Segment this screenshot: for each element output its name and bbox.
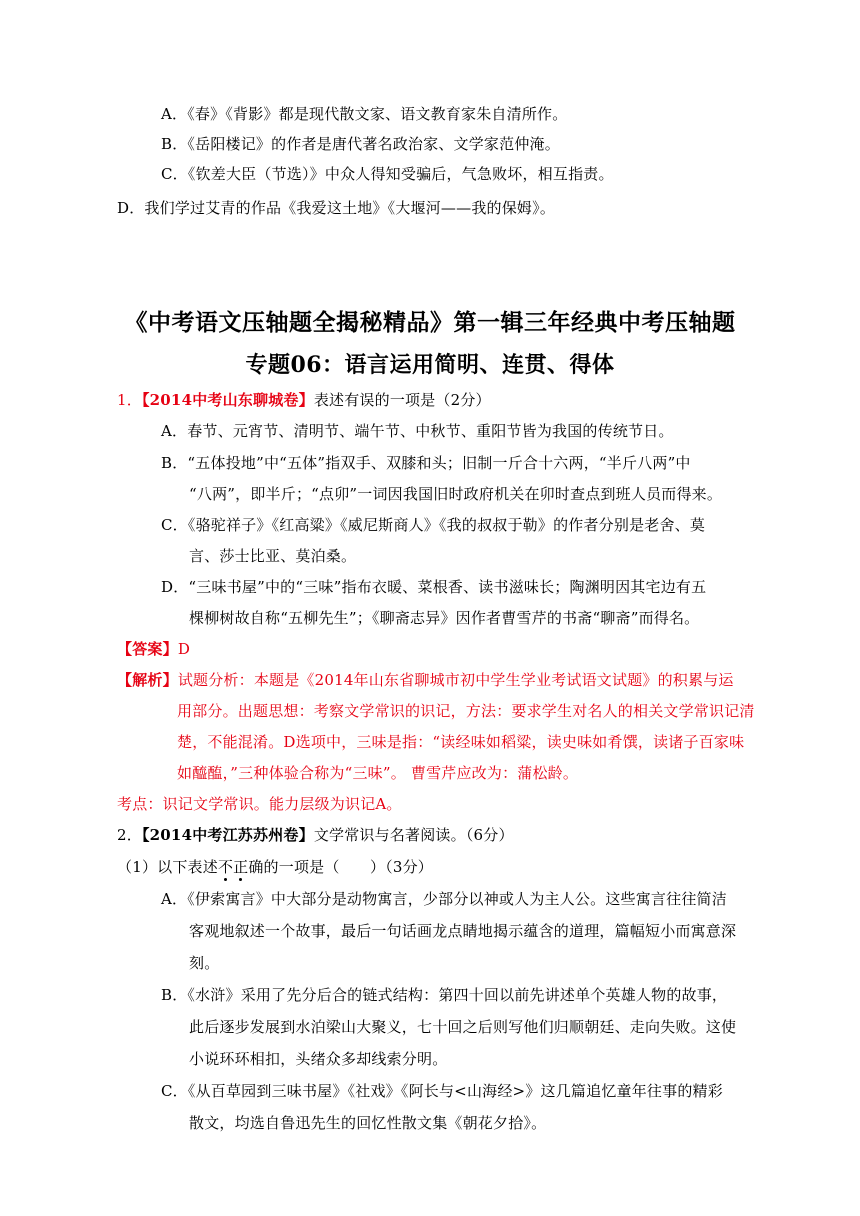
q2-option-b-line1: B．《水浒》采用了先分后合的链式结构：第四十回以前先讲述单个英雄人物的故事，: [161, 986, 728, 1004]
q1-analysis-line1: [117, 670, 734, 690]
question-source-tag: 【2014中考江苏苏州卷】: [141, 826, 314, 844]
option-b: B．《岳阳楼记》的作者是唐代著名政治家、文学家范仲淹。: [161, 135, 560, 153]
q2-option-b-line3: 小说环环相扣，头绪众多却线索分明。: [189, 1050, 448, 1068]
q1-option-d-line1: D．“三味书屋”中的“三味”指布衣暖、菜根香、读书滋味长；陶渊明因其宅边有五: [161, 578, 707, 596]
question-number: 2．: [117, 826, 142, 844]
q1-analysis-line4: 如醯醢，”三种体验合称为“三味”。 曹雪芹应改为：蒲松龄。: [177, 764, 579, 782]
q1-analysis-line3: 楚，不能混淆。D选项中，三味是指：“读经味如稻粱，读史味如肴馔，读诸子百家味: [177, 733, 745, 751]
q1-option-c-line1: C．《骆驼祥子》《红高粱》《威尼斯商人》《我的叔叔于勒》的作者分别是老舍、莫: [161, 516, 706, 534]
q1-answer: [117, 639, 190, 659]
q1-option-a: A．春节、元宵节、清明节、端午节、中秋节、重阳节皆为我国的传统节日。: [161, 422, 674, 440]
q2-option-a-line2: 客观地叙述一个故事，最后一句话画龙点睛地揭示蕴含的道理，篇幅短小而寓意深: [189, 922, 737, 940]
document-title: 《中考语文压轴题全揭秘精品》第一辑三年经典中考压轴题: [124, 309, 736, 336]
q1-option-b-line2: “八两”，即半斤；“点卯”一词因我国旧时政府机关在卯时查点到班人员而得来。: [189, 485, 723, 503]
q1-option-d-line2: 棵柳树故自称“五柳先生”；《聊斋志异》因作者曹雪芹的书斋“聊斋”而得名。: [189, 609, 700, 627]
q2-option-a-line1: A．《伊索寓言》中大部分是动物寓言，少部分以神或人为主人公。这些寓言往往简洁: [161, 890, 727, 908]
q2-option-c-line2: 散文，均选自鲁迅先生的回忆性散文集《朝花夕拾》。: [189, 1114, 547, 1132]
emphasis-dot-char: 不: [217, 858, 234, 876]
q1-kaodian: 考点：识记文学常识。能力层级为识记A。: [117, 795, 402, 813]
q1-option-c-line2: 言、莎士比亚、莫泊桑。: [189, 547, 357, 565]
question-number: 1．: [117, 391, 142, 409]
option-d: D．我们学过艾青的作品《我爱这土地》《大堰河——我的保姆》。: [117, 199, 556, 217]
option-a: A．《春》《背影》都是现代散文家、语文教育家朱自清所作。: [161, 105, 568, 123]
q2-option-b-line2: 此后逐步发展到水泊梁山大聚义，七十回之后则写他们归顺朝廷、走向失败。这使: [189, 1018, 737, 1036]
question-source-tag: 【2014中考山东聊城卷】: [141, 391, 314, 409]
q2-subquestion-1: [117, 857, 433, 877]
document-subtitle: 专题06：语言运用简明、连贯、得体: [245, 352, 615, 378]
question-2-header: [117, 825, 514, 845]
subquestion-suffix: 确的一项是（ ）（3分）: [248, 858, 434, 876]
q2-option-a-line3: 刻。: [189, 954, 220, 972]
question-text: 表述有误的一项是（2分）: [313, 391, 491, 409]
subquestion-prefix: （1）以下表述: [117, 858, 218, 876]
emphasis-dot-char: 正: [233, 858, 249, 876]
q1-option-b-line1: B．“五体投地”中“五体”指双手、双膝和头；旧制一斤合十六两，“半斤八两”中: [161, 454, 691, 472]
question-text: 文学常识与名著阅读。（6分）: [313, 826, 514, 844]
analysis-text: 试题分析：本题是《2014年山东省聊城市初中学生学业考试语文试题》的积累与运: [177, 671, 734, 689]
q2-option-c-line1: C．《从百草园到三味书屋》《社戏》《阿长与<山海经>》这几篇追忆童年往事的精彩: [161, 1082, 723, 1100]
analysis-label: 【解析】: [117, 671, 178, 689]
answer-label: 【答案】: [117, 640, 178, 658]
option-c: C．《钦差大臣（节选）》中众人得知受骗后，气急败坏，相互指责。: [161, 165, 614, 183]
answer-value: D: [177, 640, 191, 658]
question-1-header: [117, 390, 491, 410]
q1-analysis-line2: 用部分。出题思想：考察文学常识的识记，方法：要求学生对名人的相关文学常识记清: [177, 702, 755, 720]
